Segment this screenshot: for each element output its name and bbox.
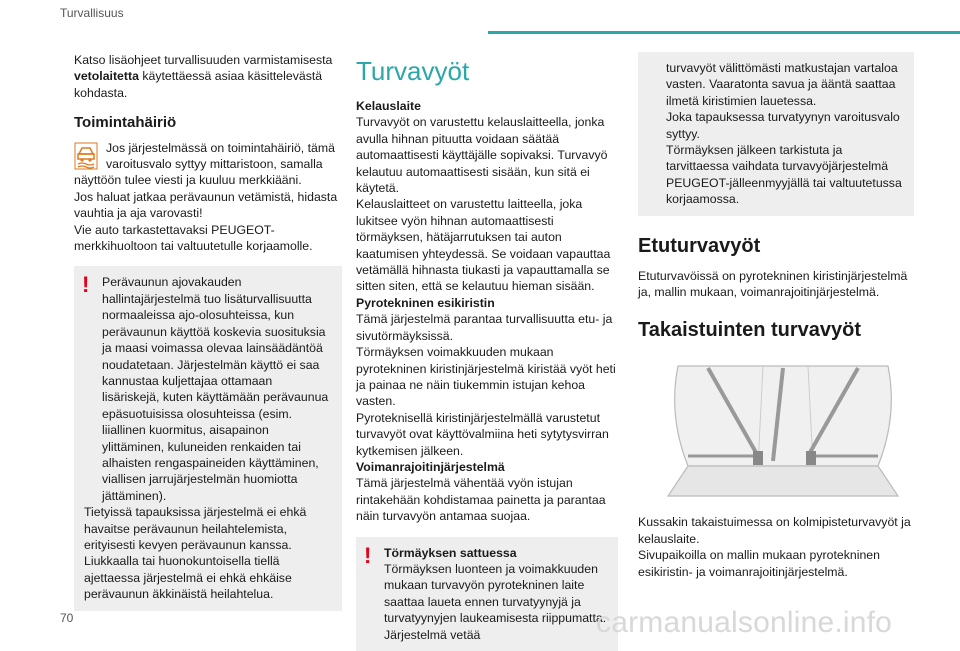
- column-1: [74, 52, 342, 611]
- rear-seatbelts-title: Takaistuinten turvavyöt: [638, 319, 862, 342]
- exclamation-icon: !: [82, 272, 90, 298]
- front-seatbelts-text: Etuturvavöissä on pyrotekninen kiristinjärjestelmä ja, mallin mukaan, voimanrajoitinjärjestelmä.: [638, 268, 908, 300]
- rear-seatbelts-text: Kussakin takaistuimessa on kolmipisteturvavyöt ja kelauslaite.: [638, 515, 911, 546]
- pretensioner-heading: Pyrotekninen esikiristin: [356, 295, 495, 310]
- crash-note-cont-text: turvavyöt välittömästi matkustajan vartaloa vasten. Vaaratonta savua ja ääntä saattaa ilmetä kiristimien lauetessa.: [666, 61, 898, 108]
- trailer-stability-warning-icon: [74, 142, 98, 170]
- warning-note-box: [74, 266, 342, 610]
- crash-note-continued: [638, 52, 914, 216]
- malfunction-text: Jos järjestelmässä on toimintahäiriö, tämä varoitusvalo syttyy mittaristoon, samalla näyttöön tulee viesti ja kuuluu merkkiääni.: [74, 140, 335, 188]
- column-2: [356, 52, 618, 651]
- malfunction-block: [74, 140, 342, 255]
- crash-note-title: Törmäyksen sattuessa: [384, 545, 517, 560]
- intro-paragraph: [74, 52, 342, 101]
- malfunction-heading: Toimintahäiriö: [74, 114, 177, 132]
- force-limiter-heading: Voimanrajoitinjärjestelmä: [356, 459, 505, 474]
- rear-seat-illustration: [648, 356, 910, 506]
- note-text-3: Liukkaalla tai huonokuntoisella tiellä ajettaessa järjestelmä ei ehkä ehkäise perävaunun äkkinäistä heilahtelua.: [84, 554, 292, 602]
- page-number: 70: [60, 611, 74, 625]
- header-title: Turvallisuus: [60, 6, 124, 20]
- intro-text-post: käytettäessä asiaa käsittelevästä kohdasta.: [74, 69, 323, 100]
- force-limiter-text: Tämä järjestelmä vähentää vyön istujan rintakehään kohdistamaa painetta ja parantaa näin turvavyön antamaa suojaa.: [356, 476, 606, 524]
- pretensioner-text-3: Pyroteknisellä kiristinjärjestelmällä varustetut turvavyöt ovat käyttövalmiina heti sytytysvirran kytkemisen jälkeen.: [356, 410, 609, 458]
- retractor-heading: Kelauslaite: [356, 99, 421, 113]
- malfunction-text-3: Vie auto tarkastettavaksi PEUGEOT-merkkihuoltoon tai valtuutetulle korjaamolle.: [74, 222, 313, 254]
- crash-note-cont-text-2: Joka tapauksessa turvatyynyn varoitusvalo syttyy.: [666, 110, 900, 141]
- pretensioner-text-2: Törmäyksen voimakkuuden mukaan pyrotekninen kiristinjärjestelmä kiristää vyöt heti ja painaa ne näin tiukemmin istujan kehoa vasten.: [356, 345, 616, 409]
- crash-note-text: Törmäyksen luonteen ja voimakkuuden mukaan turvavyön pyrotekninen laite saattaa laueta ennen turvatyynyjä ja turvatyynyjen laukeamisesta riippumatta. Järjestelmä vetää: [384, 561, 607, 642]
- note-text: Perävaunun ajovakauden hallintajärjestelmä tuo lisäturvallisuutta normaaleissa ajo-olosuhteissa, kun perävaunun käyttöä koskevia suosituksia ja maasi voimassa olevaa lainsäädäntöä noudatetaan. Järjestelmän käyttö ei saa kannustaa kuljettajaa ottamaan lisäriskejä, kuten käyttämään perävaunua epäsuotuisissa olosuhteissa (esim. liiallinen kuormitus, aisapainon ylittäminen, kuluneiden renkaiden tai alhaisten rengaspaineiden käyttäminen, viallisen jarrujärjestelmän huomiotta jättäminen).: [102, 275, 329, 503]
- retractor-text: Turvavyöt on varustettu kelauslaitteella, jonka avulla hihnan pituutta voidaan säätää automaattisesti käyttäjälle sopivaksi. Turvavyö kelautuu automaattisesti sisään, kun sitä ei käytetä.: [356, 115, 608, 196]
- malfunction-text-2: Jos haluat jatkaa perävaunun vetämistä, hidasta vauhtia ja aja varovasti!: [74, 189, 338, 221]
- seatbelts-title: Turvavyöt: [356, 56, 470, 86]
- rear-seatbelts-text-2: Sivupaikoilla on mallin mukaan pyrotekninen esikiristin- ja voimanrajoitinjärjestelmä.: [638, 548, 880, 579]
- crash-note-cont-text-3: Törmäyksen jälkeen tarkistuta ja tarvittaessa vaihdata turvavyöjärjestelmä PEUGEOT-jälleenmyyjällä tai valtuutetussa korjaamossa.: [666, 143, 902, 207]
- front-seatbelts-title: Etuturvavyöt: [638, 234, 761, 257]
- watermark: carmanualsonline.info: [596, 606, 893, 639]
- header-accent-bar: [488, 31, 960, 34]
- column-3: [638, 52, 914, 580]
- crash-note-box: [356, 537, 618, 651]
- exclamation-icon: !: [364, 542, 372, 568]
- retractor-text-2: Kelauslaitteet on varustettu laitteella, joka lukitsee vyön hihnan automaattisesti törmäyksen, hätäjarrutuksen tai auton kaatumisen yhteydessä. Se voidaan vapauttaa vetämällä hihnasta tiukasti ja vapauttamalla se sitten siten, että se kelautuu hieman sisään.: [356, 197, 611, 294]
- intro-text-bold: vetolaitetta: [74, 69, 139, 84]
- note-text-2: Tietyissä tapauksissa järjestelmä ei ehkä havaitse perävaunun heilahtelemista, erityisesti kevyen perävaunun kanssa.: [84, 505, 307, 552]
- intro-text-pre: Katso lisäohjeet turvallisuuden varmistamisesta: [74, 53, 333, 67]
- pretensioner-text: Tämä järjestelmä parantaa turvallisuutta etu- ja sivutörmäyksissä.: [356, 312, 613, 343]
